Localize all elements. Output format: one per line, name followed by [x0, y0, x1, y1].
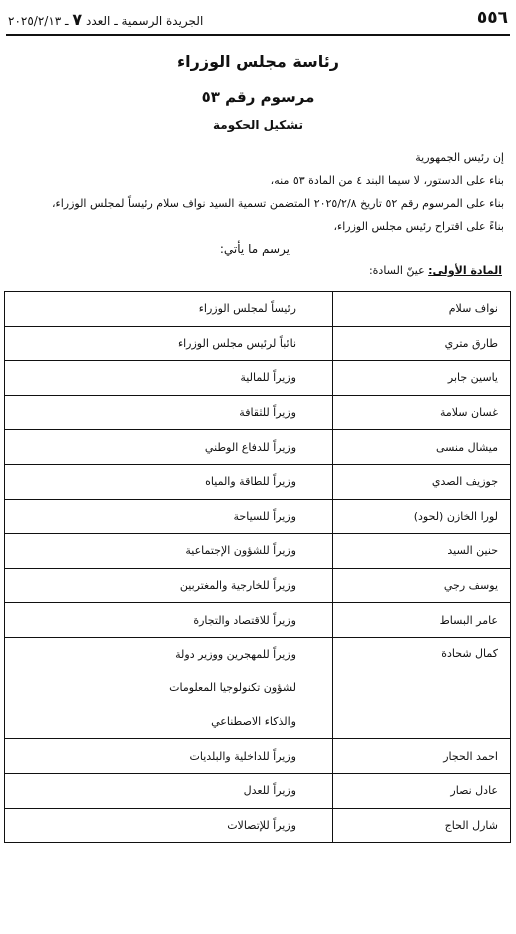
- minister-role: وزيراً للاقتصاد والتجارة: [5, 603, 333, 638]
- minister-name: احمد الحجار: [333, 739, 511, 774]
- minister-name: عادل نصار: [333, 774, 511, 809]
- presidency-title: رئاسة مجلس الوزراء: [177, 52, 339, 71]
- minister-name: ميشال منسى: [333, 430, 511, 465]
- minister-name: يوسف رجي: [333, 568, 511, 603]
- preamble-line: بناء على الدستور، لا سيما البند ٤ من المادة ٥٣ منه،: [270, 174, 504, 187]
- issue-number: ٧: [72, 10, 83, 29]
- page-header: [8, 8, 508, 32]
- minister-name: حنين السيد: [333, 534, 511, 569]
- table-row: [5, 739, 511, 774]
- minister-role: وزيراً للدفاع الوطني: [5, 430, 333, 465]
- table-row: [5, 326, 511, 361]
- minister-role: وزيراً للطاقة والمياه: [5, 464, 333, 499]
- role-line: لشؤون تكنولوجيا المعلومات: [169, 681, 296, 695]
- minister-role: وزيراً للإتصالات: [5, 808, 333, 843]
- table-row: [5, 808, 511, 843]
- decree-subject: تشكيل الحكومة: [213, 118, 303, 132]
- minister-name: جوزيف الصدي: [333, 464, 511, 499]
- minister-name: نواف سلام: [333, 292, 511, 327]
- minister-name: شارل الحاج: [333, 808, 511, 843]
- table-row: [5, 637, 511, 739]
- minister-name: غسان سلامة: [333, 395, 511, 430]
- minister-role: وزيراً للعدل: [5, 774, 333, 809]
- preamble: [8, 146, 504, 238]
- minister-role: وزيراً للسياحة: [5, 499, 333, 534]
- table-row: [5, 464, 511, 499]
- page-number: ٥٥٦: [476, 8, 508, 28]
- gazette-name: الجريدة الرسمية ـ العدد: [85, 14, 204, 28]
- gazette-title: [8, 10, 203, 29]
- table-row: [5, 395, 511, 430]
- article-text: عينّ السادة:: [368, 264, 425, 277]
- table-row: [5, 499, 511, 534]
- article-one: [369, 264, 502, 277]
- minister-name: كمال شحادة: [333, 637, 511, 739]
- table-row: [5, 361, 511, 396]
- decree-number: مرسوم رقم ٥٣: [201, 88, 315, 106]
- decree-phrase: يرسم ما يأتي:: [219, 242, 290, 256]
- minister-role: وزيراً للثقافة: [5, 395, 333, 430]
- table-row: [5, 568, 511, 603]
- minister-name: طارق متري: [333, 326, 511, 361]
- table-row: [5, 603, 511, 638]
- preamble-line: بناء على المرسوم رقم ٥٢ تاريخ ٢٠٢٥/٢/٨ المتضمن تسمية السيد نواف سلام رئيساً لمجلس الوزراء،: [51, 197, 504, 210]
- minister-role: وزيراً للخارجية والمغتربين: [5, 568, 333, 603]
- table-row: [5, 292, 511, 327]
- article-label: المادة الأولى:: [428, 264, 502, 277]
- minister-name: لورا الخازن (لحود): [333, 499, 511, 534]
- table-row: [5, 534, 511, 569]
- role-line: وزيراً للمهجرين ووزير دولة: [175, 647, 296, 661]
- minister-name: عامر البساط: [333, 603, 511, 638]
- role-lines: [13, 638, 296, 739]
- preamble-line: إن رئيس الجمهورية: [415, 151, 504, 164]
- minister-role: [5, 637, 333, 739]
- ministers-table: [4, 291, 511, 843]
- issue-date: ـ ٢٠٢٥/٢/١٣: [8, 14, 69, 28]
- role-line: والذكاء الاصطناعي: [211, 714, 296, 728]
- minister-role: وزيراً للمالية: [5, 361, 333, 396]
- header-divider: [6, 34, 510, 36]
- table-row: [5, 430, 511, 465]
- table-row: [5, 774, 511, 809]
- minister-name: ياسين جابر: [333, 361, 511, 396]
- minister-role: رئيساً لمجلس الوزراء: [5, 292, 333, 327]
- minister-role: وزيراً للشؤون الإجتماعية: [5, 534, 333, 569]
- minister-role: نائباً لرئيس مجلس الوزراء: [5, 326, 333, 361]
- preamble-line: بناءً على اقتراح رئيس مجلس الوزراء،: [333, 220, 504, 233]
- minister-role: وزيراً للداخلية والبلديات: [5, 739, 333, 774]
